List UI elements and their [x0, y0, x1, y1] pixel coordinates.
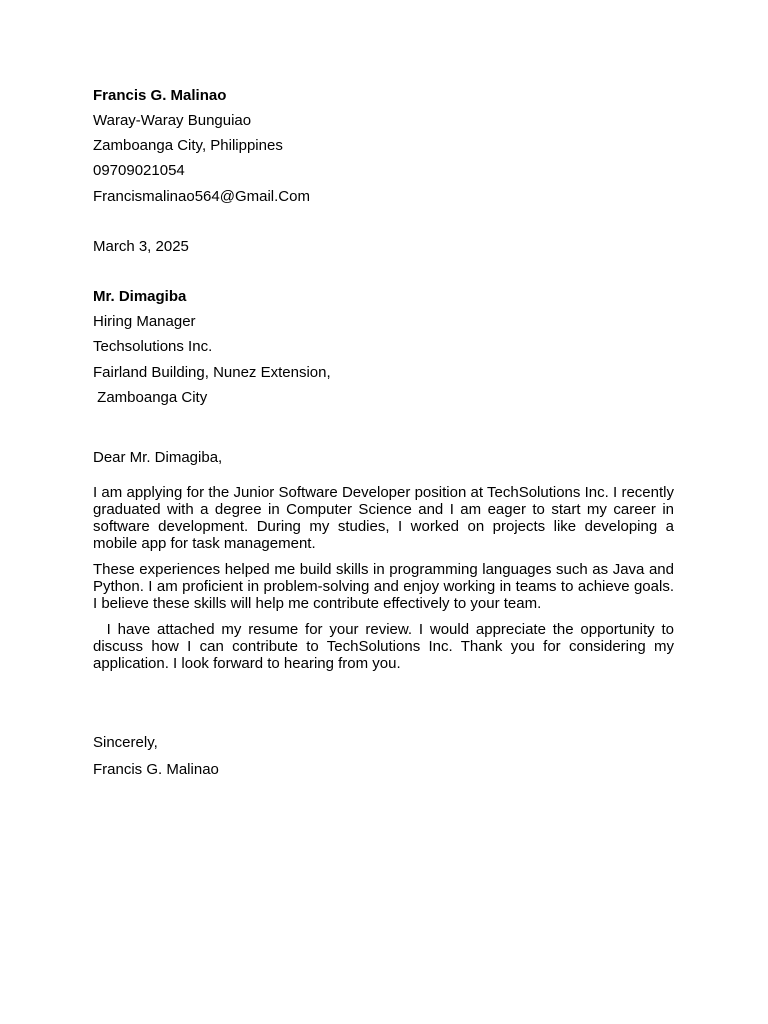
- signature-name: Francis G. Malinao: [93, 761, 219, 778]
- salutation: Dear Mr. Dimagiba,: [93, 449, 223, 466]
- recipient-name: Mr. Dimagiba: [93, 288, 187, 305]
- recipient-address-line2: Zamboanga City: [93, 389, 208, 406]
- recipient-company: Techsolutions Inc.: [93, 338, 213, 355]
- closing-valediction: Sincerely,: [93, 734, 158, 751]
- sender-address-line2: Zamboanga City, Philippines: [93, 137, 283, 154]
- letter-date: March 3, 2025: [93, 238, 189, 255]
- body-paragraph-2: These experiences helped me build skills in programming languages such as Java and Python. I am proficient in problem-solving and enjoy working in teams to achieve goals. I believe these skills will help me contribute effectively to your team.: [93, 561, 674, 612]
- sender-name: Francis G. Malinao: [93, 87, 227, 104]
- sender-address-line1: Waray-Waray Bunguiao: [93, 112, 252, 129]
- recipient-title: Hiring Manager: [93, 313, 196, 330]
- sender-phone: 09709021054: [93, 162, 185, 179]
- body-paragraph-1: I am applying for the Junior Software Developer position at TechSolutions Inc. I recently graduated with a degree in Computer Science and I am eager to start my career in software development. During my studies, I worked on projects like developing a mobile app for task management.: [93, 484, 674, 552]
- recipient-address-line1: Fairland Building, Nunez Extension,: [93, 364, 331, 381]
- sender-email: Francismalinao564@Gmail.Com: [93, 188, 310, 205]
- body-paragraph-3: I have attached my resume for your review. I would appreciate the opportunity to discuss how I can contribute to TechSolutions Inc. Thank you for considering my application. I look forward to hearing from you.: [93, 621, 679, 672]
